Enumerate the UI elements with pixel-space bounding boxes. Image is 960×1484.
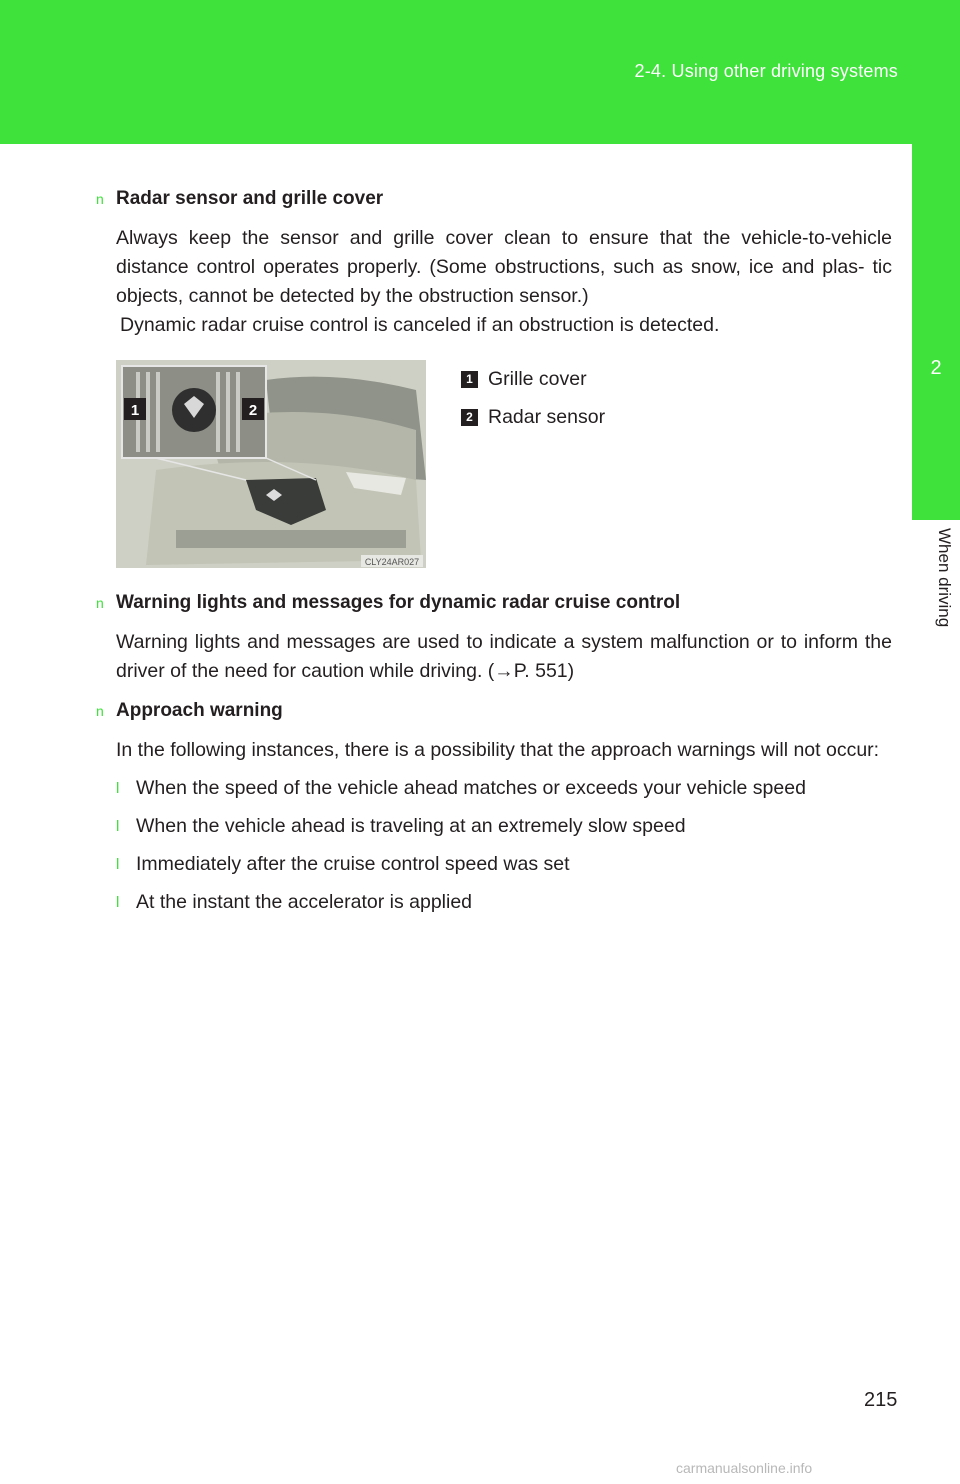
heading-marker: n: [96, 703, 104, 719]
bullet-marker: l: [116, 780, 120, 797]
bullet-text: When the vehicle ahead is traveling at an extremely slow speed: [136, 815, 686, 837]
legend-label: Radar sensor: [488, 405, 606, 428]
callout-1: 1: [130, 402, 140, 419]
bullet-text: At the instant the accelerator is applied: [136, 891, 473, 913]
section-title: 2-4. Using other driving systems: [634, 61, 898, 81]
chapter-number: 2: [930, 357, 942, 379]
figure-legend: [461, 360, 605, 436]
heading-text: Warning lights and messages for dynamic radar cruise control: [116, 592, 681, 613]
figure-row: [116, 360, 892, 570]
page-header: [0, 0, 960, 144]
bullet-marker: l: [116, 818, 120, 835]
heading-marker: n: [96, 191, 104, 207]
page-number: 215: [864, 1389, 898, 1411]
list-item: [116, 850, 892, 879]
legend-number: 2: [461, 409, 478, 426]
legend-item-grille-cover: [461, 360, 605, 398]
list-item: [116, 774, 892, 803]
paragraph-warning: Warning lights and messages are used to indicate a system malfunction or to inform the driver of the need for caution while driving. (→P. 551): [116, 631, 892, 682]
bullet-text: When the speed of the vehicle ahead matches or exceeds your vehicle speed: [136, 777, 806, 799]
list-item: [116, 888, 892, 917]
bullet-marker: l: [116, 894, 120, 911]
legend-item-radar-sensor: [461, 398, 605, 436]
callout-2: 2: [248, 402, 258, 419]
vehicle-illustration: [116, 360, 426, 568]
chapter-label: When driving: [935, 528, 954, 628]
paragraph-radar-1: Always keep the sensor and grille cover clean to ensure that the vehicle-to-vehicle distance control operates properly. (Some obstructions, such as snow, ice and plas- tic objects, cannot be detected by the obstruction sensor.): [116, 227, 892, 307]
heading-text: Radar sensor and grille cover: [116, 188, 384, 209]
heading-marker: n: [96, 595, 104, 611]
paragraph-radar-2: Dynamic radar cruise control is canceled if an obstruction is detected.: [120, 314, 720, 336]
chapter-tab: [912, 144, 960, 520]
bullet-text: Immediately after the cruise control speed was set: [136, 853, 570, 875]
heading-approach-warning: [96, 696, 892, 726]
image-code: CLY24AR027: [364, 557, 420, 567]
page-content: [96, 184, 892, 917]
bullet-marker: l: [116, 856, 120, 873]
vehicle-photo: [116, 360, 426, 568]
paragraph-approach: In the following instances, there is a possibility that the approach warnings will not occur:: [116, 739, 880, 761]
legend-number: 1: [461, 371, 478, 388]
list-item: [116, 812, 892, 841]
heading-radar-sensor: [96, 184, 892, 214]
heading-warning-lights: [96, 588, 892, 618]
footer-watermark[interactable]: carmanualsonline.info: [676, 1460, 813, 1476]
legend-label: Grille cover: [488, 367, 587, 390]
heading-text: Approach warning: [116, 700, 283, 721]
